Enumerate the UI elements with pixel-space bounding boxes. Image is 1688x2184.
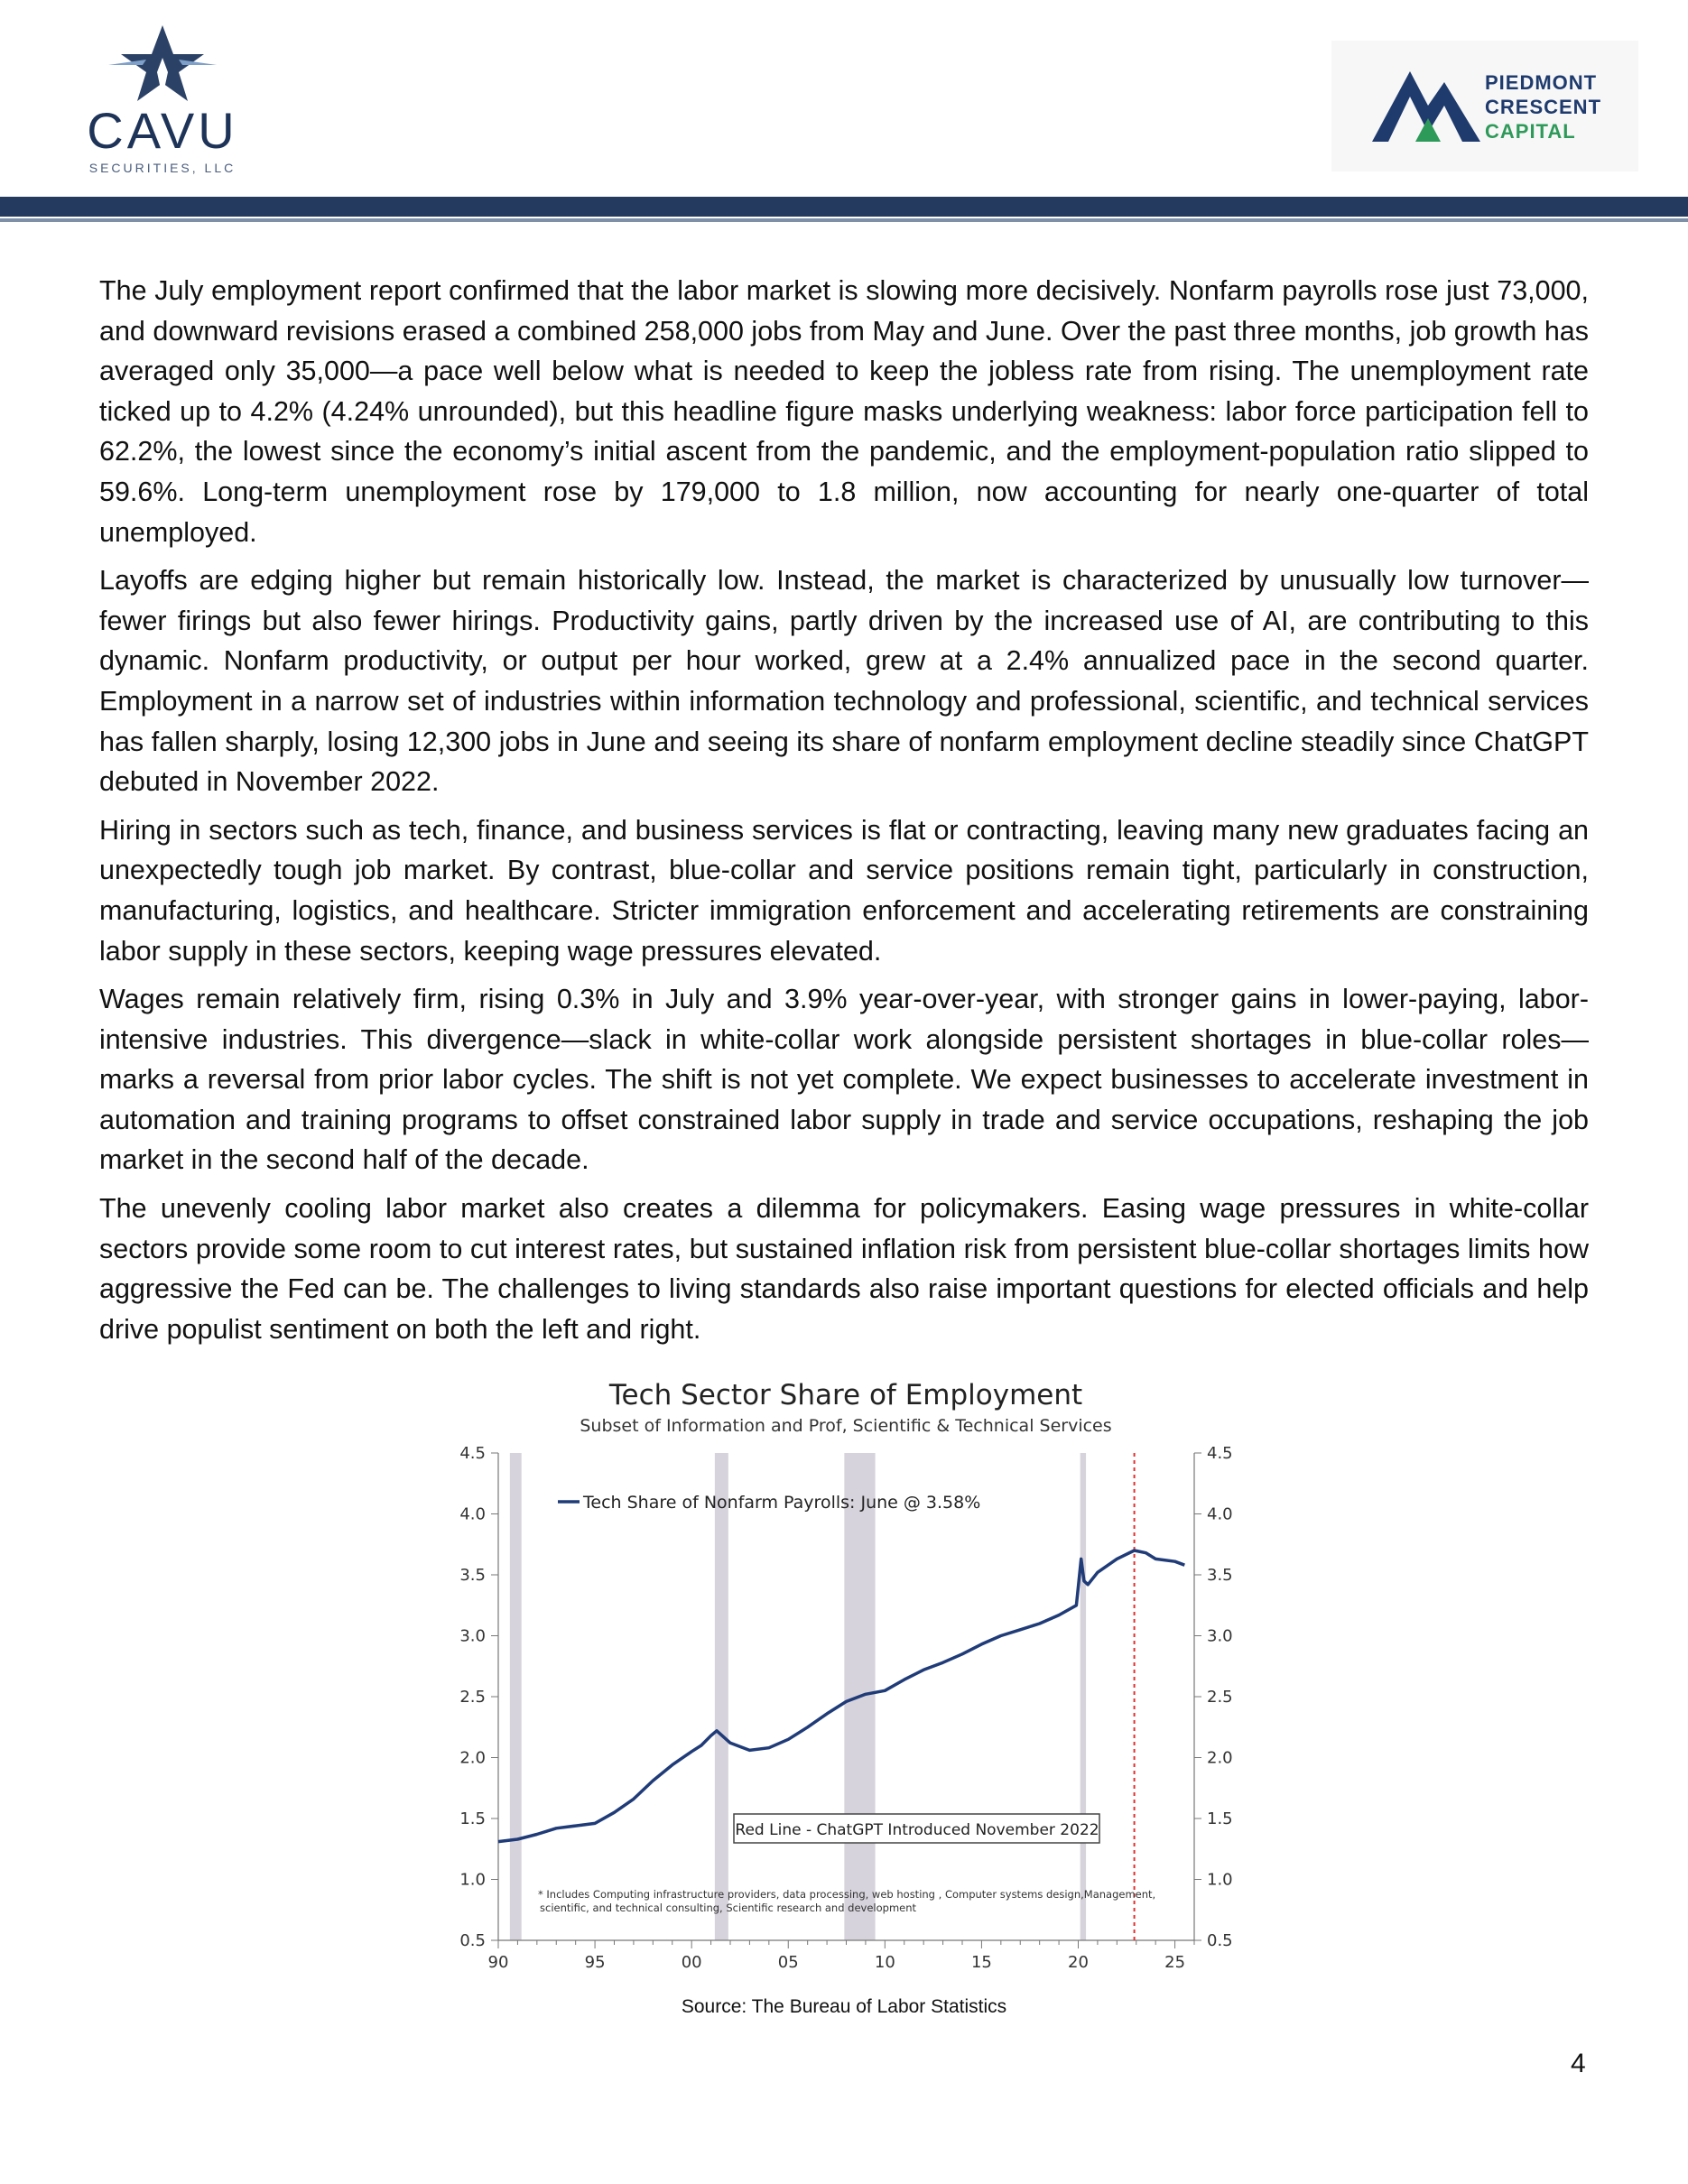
page-header — [0, 0, 1688, 226]
paragraph-5: The unevenly cooling labor market also creates a dilemma for policymakers. Easing wage pressures in white-collar sectors provide some room to cut interest rates, but sustained inflation risk from persistent blue-collar shortages limits how aggressive the Fed can be. The challenges to living standards also raise important questions for elected officials and help drive populist sentiment on both the left and right. — [99, 1193, 1589, 1345]
chart-title: Tech Sector Share of Employment — [608, 1379, 1083, 1411]
header-divider — [0, 197, 1688, 217]
y-tick-label-right: 1.5 — [1207, 1809, 1233, 1828]
piedmont-line2: CRESCENT — [1485, 96, 1602, 118]
y-tick-label-right: 4.5 — [1207, 1444, 1233, 1463]
y-tick-label-left: 2.0 — [459, 1748, 486, 1768]
y-tick-label-right: 3.0 — [1207, 1626, 1233, 1646]
piedmont-line1: PIEDMONT — [1485, 71, 1598, 94]
article-body — [99, 271, 1589, 1357]
y-tick-label-right: 2.5 — [1207, 1688, 1233, 1707]
piedmont-line3: CAPITAL — [1485, 120, 1576, 143]
chart-subtitle: Subset of Information and Prof, Scientific & Technical Services — [580, 1416, 1112, 1436]
cavu-name: CAVU — [87, 102, 238, 159]
y-tick-label-right: 1.0 — [1207, 1870, 1233, 1890]
y-tick-label-right: 3.5 — [1207, 1566, 1233, 1585]
x-tick-label: 90 — [487, 1953, 509, 1972]
recession-bands — [510, 1453, 1086, 1940]
legend-label: Tech Share of Nonfarm Payrolls: June @ 3.58% — [583, 1493, 981, 1513]
chart-source: Source: The Bureau of Labor Statistics — [681, 1996, 1007, 2017]
page-number: 4 — [1571, 2049, 1586, 2078]
chart-footnote-line2: scientific, and technical consulting, Scientific research and development — [540, 1902, 917, 1914]
paragraph-2: Layoffs are edging higher but remain historically low. Instead, the market is characterized by unusually low turnover—fewer firings but also fewer hirings. Productivity gains, partly driven by the increased use of AI, are contributing to this dynamic. Nonfarm productivity, or output per hour worked, grew at a 2.4% annualized pace in the second quarter. Employment in a narrow set of industries within information technology and professional, scientific, and technical services has fallen sharply, losing 12,300 jobs in June and seeing its share of nonfarm employment decline steadily since ChatGPT debuted in November 2022. — [99, 565, 1589, 798]
y-tick-label-right: 2.0 — [1207, 1748, 1233, 1768]
x-tick-label: 95 — [584, 1953, 606, 1972]
x-tick-label: 05 — [777, 1953, 799, 1972]
chart-svg — [424, 1372, 1255, 1994]
cavu-subtitle: SECURITIES, LLC — [88, 161, 237, 175]
y-tick-label-left: 3.0 — [459, 1626, 486, 1646]
y-tick-label-left: 2.5 — [459, 1688, 486, 1707]
annotation-text: Red Line - ChatGPT Introduced November 2022 — [735, 1821, 1099, 1839]
chatgpt-annotation — [734, 1814, 1099, 1843]
y-tick-label-right: 4.0 — [1207, 1504, 1233, 1524]
x-tick-label: 15 — [970, 1953, 992, 1972]
x-tick-label: 10 — [874, 1953, 895, 1972]
paragraph-1: The July employment report confirmed that the labor market is slowing more decisively. Nonfarm payrolls rose just 73,000, and downward revisions erased a combined 258,000 jobs from May and June. Over the past three months, job growth has averaged only 35,000—a pace well below what is needed to keep the jobless rate from rising. The unemployment rate ticked up to 4.2% (4.24% unrounded), but this headline figure masks underlying weakness: labor force participation fell to 62.2%, the lowest since the economy’s initial ascent from the pandemic, and the employment-population ratio slipped to 59.6%. Long-term unemployment rose by 179,000 to 1.8 million, now accounting for nearly one-quarter of total unemployed. — [99, 275, 1589, 548]
tech-share-chart — [424, 1372, 1255, 2022]
piedmont-mountain-icon — [1372, 66, 1480, 143]
y-tick-label-left: 3.5 — [459, 1566, 486, 1585]
x-tick-label: 00 — [681, 1953, 702, 1972]
recession-band-2 — [715, 1453, 728, 1940]
recession-band-1 — [510, 1453, 522, 1940]
y-tick-label-left: 1.0 — [459, 1870, 486, 1890]
chart-footnote-line1: * Includes Computing infrastructure providers, data processing, web hosting , Computer systems design,Management, — [538, 1888, 1156, 1901]
x-tick-label: 20 — [1068, 1953, 1089, 1972]
chart-legend — [558, 1493, 980, 1513]
piedmont-logo — [1331, 41, 1638, 171]
cavu-star-icon — [72, 18, 253, 108]
y-tick-label-left: 1.5 — [459, 1809, 486, 1828]
recession-band-4 — [1081, 1453, 1086, 1940]
paragraph-4: Wages remain relatively firm, rising 0.3% in July and 3.9% year-over-year, with stronger gains in lower-paying, labor-intensive industries. This divergence—slack in white-collar work alongside persistent shortages in blue-collar roles—marks a reversal from prior labor cycles. The shift is not yet complete. We expect businesses to accelerate investment in automation and training programs to offset constrained labor supply in trade and service occupations, reshaping the job market in the second half of the decade. — [99, 984, 1589, 1176]
y-tick-label-left: 0.5 — [459, 1931, 486, 1950]
header-divider-thin — [0, 218, 1688, 222]
y-tick-label-left: 4.0 — [459, 1504, 486, 1524]
piedmont-wordmark — [1485, 70, 1601, 143]
paragraph-3: Hiring in sectors such as tech, finance, and business services is flat or contracting, leaving many new graduates facing an unexpectedly tough job market. By contrast, blue-collar and service positions remain tight, particularly in construction, manufacturing, logistics, and healthcare. Stricter immigration enforcement and accelerating retirements are constraining labor supply in these sectors, keeping wage pressures elevated. — [99, 814, 1589, 967]
y-tick-label-right: 0.5 — [1207, 1931, 1233, 1950]
x-tick-label: 25 — [1164, 1953, 1186, 1972]
cavu-logo — [72, 18, 253, 175]
y-tick-label-left: 4.5 — [459, 1444, 486, 1463]
